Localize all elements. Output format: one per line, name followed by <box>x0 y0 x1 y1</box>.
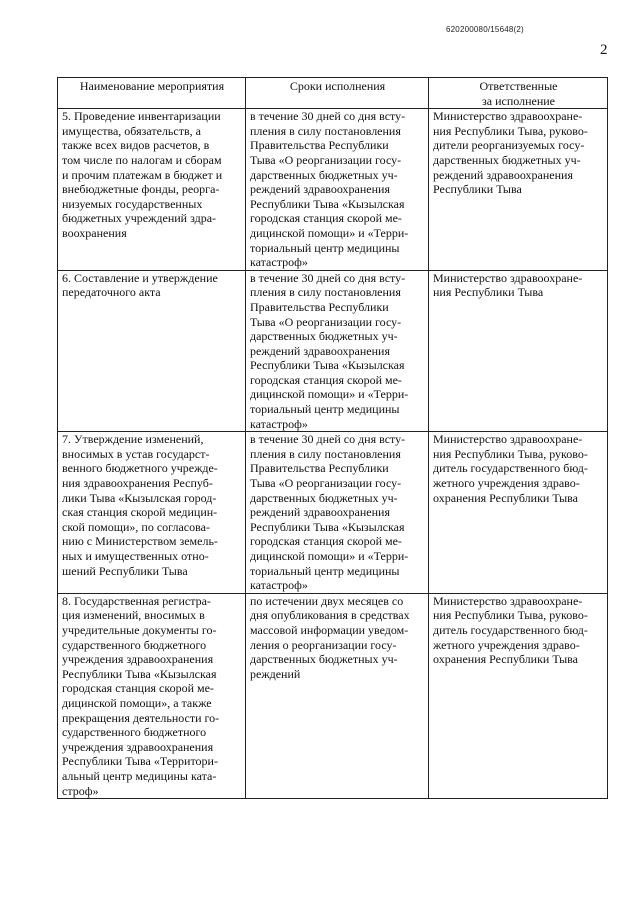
table-row <box>58 270 608 432</box>
table-row <box>58 593 608 798</box>
row-event-cell: 6. Составление и утверждение передаточного акта <box>58 270 246 432</box>
row-deadline-cell: в течение 30 дней со дня всту- пления в силу постановления Правительства Республики Тыва «О реорганизации госу- дарственных бюджетных уч- реждений здравоохранения Республики Тыва «Кызылская городская станция скорой ме- дицинской помощи» и «Терри- ториальный центр медицины катастроф» <box>246 432 429 594</box>
header-deadline: Сроки исполнения <box>246 78 429 109</box>
row-deadline-cell: в течение 30 дней со дня всту- пления в силу постановления Правительства Республики Тыва «О реорганизации госу- дарственных бюджетных уч- реждений здравоохранения Республики Тыва «Кызылская городская станция скорой ме- дицинской помощи» и «Терри- ториальный центр медицины катастроф» <box>246 270 429 432</box>
row-deadline-cell: в течение 30 дней со дня всту- пления в силу постановления Правительства Республики Тыва «О реорганизации госу- дарственных бюджетных уч- реждений здравоохранения Республики Тыва «Кызылская городская станция скорой ме- дицинской помощи» и «Терри- ториальный центр медицины катастроф» <box>246 109 429 271</box>
page-number: 2 <box>600 42 608 58</box>
row-event-cell: 5. Проведение инвентаризации имущества, обязательств, а также всех видов расчетов, в том числе по налогам и сборам и прочим платежам в бюджет и внебюджетные фонды, реорга- низуемых государственных бюджетных учреждений здра- воохранения <box>58 109 246 271</box>
table-row <box>58 109 608 271</box>
row-event-cell: 7. Утверждение изменений, вносимых в устав государст- венного бюджетного учрежде- ния здравоохранения Респуб- лики Тыва «Кызылская город- ская станция скорой медицин- ской помощи», по согласова- нию с Министерством земель- ных и имущественных отно- шений Республики Тыва <box>58 432 246 594</box>
document-id: 620200080/15648(2) <box>446 25 524 34</box>
header-event-name: Наименование мероприятия <box>58 78 246 109</box>
measures-table <box>57 77 608 799</box>
header-responsible: Ответственные за исполнение <box>429 78 608 109</box>
row-deadline-cell: по истечении двух месяцев со дня опубликования в средствах массовой информации уведом- ления о реорганизации госу- дарственных бюджетных уч- реждений <box>246 593 429 798</box>
row-responsible-cell: Министерство здравоохране- ния Республики Тыва, руково- дители реорганизуемых госу- дарственных бюджетных уч- реждений здравоохранения Республики Тыва <box>429 109 608 271</box>
row-responsible-cell: Министерство здравоохране- ния Республики Тыва, руково- дитель государственного бюд- жетного учреждения здраво- охранения Республики Тыва <box>429 593 608 798</box>
row-event-cell: 8. Государственная регистра- ция изменений, вносимых в учредительные документы го- сударственного бюджетного учреждения здравоохранения Республики Тыва «Кызылская городская станция скорой ме- дицинской помощи», а также прекращения деятельности го- сударственного бюджетного учреждения здравоохранения Республики Тыва «Территори- альный центр медицины ката- строф» <box>58 593 246 798</box>
table-row <box>58 432 608 594</box>
row-responsible-cell: Министерство здравоохране- ния Республики Тыва, руково- дитель государственного бюд- жетного учреждения здраво- охранения Республики Тыва <box>429 432 608 594</box>
row-responsible-cell: Министерство здравоохране- ния Республики Тыва <box>429 270 608 432</box>
table-header-row <box>58 78 608 109</box>
